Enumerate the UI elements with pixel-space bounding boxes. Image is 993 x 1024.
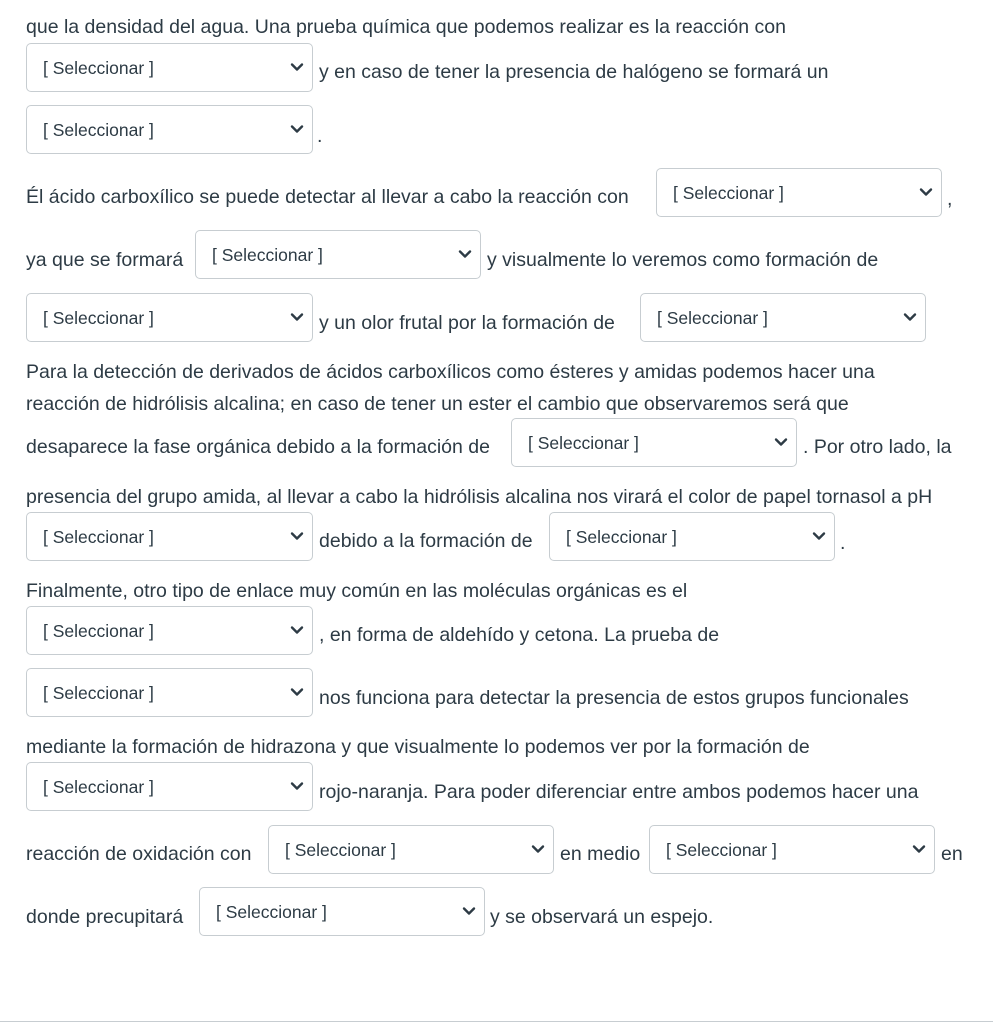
paragraph-text: mediante la formación de hidrazona y que visualmente lo podemos ver por la formación de [26,736,810,758]
answer-dropdown-11[interactable] [26,668,313,717]
dropdown-placeholder: [ Seleccionar ] [43,682,154,703]
dropdown-placeholder: [ Seleccionar ] [43,776,154,797]
paragraph-text: en [941,843,963,865]
chevron-down-icon [774,435,788,449]
paragraph-text: Él ácido carboxílico se puede detectar al llevar a cabo la reacción con [26,186,629,208]
paragraph-text: que la densidad del agua. Una prueba química que podemos realizar es la reacción con [26,16,786,38]
chevron-down-icon [812,529,826,543]
paragraph-text: , [947,188,953,210]
dropdown-placeholder: [ Seleccionar ] [43,57,154,78]
chevron-down-icon [290,623,304,637]
paragraph-text: y un olor frutal por la formación de [319,312,615,334]
dropdown-placeholder: [ Seleccionar ] [666,839,777,860]
paragraph-text: . [840,532,846,554]
chevron-down-icon [290,685,304,699]
paragraph-text: y en caso de tener la presencia de halógeno se formará un [319,61,829,83]
dropdown-placeholder: [ Seleccionar ] [285,839,396,860]
paragraph-text: en medio [560,843,641,865]
answer-dropdown-4[interactable] [195,230,481,279]
dropdown-placeholder: [ Seleccionar ] [216,901,327,922]
dropdown-placeholder: [ Seleccionar ] [673,182,784,203]
chevron-down-icon [912,842,926,856]
answer-dropdown-6[interactable] [640,293,926,342]
dropdown-placeholder: [ Seleccionar ] [528,432,639,453]
paragraph-text: ya que se formará [26,249,184,271]
paragraph-text: desaparece la fase orgánica debido a la formación de [26,436,490,458]
answer-dropdown-12[interactable] [26,762,313,811]
chevron-down-icon [290,122,304,136]
paragraph-text: , en forma de aldehído y cetona. La prueba de [319,624,720,646]
answer-dropdown-5[interactable] [26,293,313,342]
paragraph-text: presencia del grupo amida, al llevar a cabo la hidrólisis alcalina nos virará el color de papel tornasol a pH [26,486,933,508]
dropdown-placeholder: [ Seleccionar ] [43,119,154,140]
paragraph-text: . Por otro lado, la [803,436,952,458]
chevron-down-icon [462,904,476,918]
dropdown-placeholder: [ Seleccionar ] [212,244,323,265]
paragraph-text: reacción de hidrólisis alcalina; en caso de tener un ester el cambio que observaremos será que [26,393,849,415]
paragraph-text: debido a la formación de [319,530,533,552]
answer-dropdown-10[interactable] [26,606,313,655]
paragraph-text: y se observará un espejo. [490,906,714,928]
answer-dropdown-2[interactable] [26,105,313,154]
answer-dropdown-3[interactable] [656,168,942,217]
answer-dropdown-1[interactable] [26,43,313,92]
answer-dropdown-13[interactable] [268,825,554,874]
chevron-down-icon [458,247,472,261]
chevron-down-icon [290,779,304,793]
paragraph-text: y visualmente lo veremos como formación de [487,249,879,271]
chevron-down-icon [290,310,304,324]
answer-dropdown-7[interactable] [511,418,797,467]
dropdown-placeholder: [ Seleccionar ] [657,307,768,328]
paragraph-text: Para la detección de derivados de ácidos carboxílicos como ésteres y amidas podemos hacer una [26,361,875,383]
answer-dropdown-9[interactable] [549,512,835,561]
chevron-down-icon [903,310,917,324]
answer-dropdown-8[interactable] [26,512,313,561]
paragraph-text: Finalmente, otro tipo de enlace muy común en las moléculas orgánicas es el [26,580,688,602]
chevron-down-icon [919,185,933,199]
bottom-divider [0,1021,993,1022]
paragraph-text: . [317,125,323,147]
paragraph-text: rojo-naranja. Para poder diferenciar entre ambos podemos hacer una [319,781,919,803]
answer-dropdown-14[interactable] [649,825,935,874]
chevron-down-icon [531,842,545,856]
paragraph-text: reacción de oxidación con [26,843,252,865]
dropdown-placeholder: [ Seleccionar ] [43,620,154,641]
dropdown-placeholder: [ Seleccionar ] [566,526,677,547]
dropdown-placeholder: [ Seleccionar ] [43,307,154,328]
dropdown-placeholder: [ Seleccionar ] [43,526,154,547]
chevron-down-icon [290,60,304,74]
answer-dropdown-15[interactable] [199,887,485,936]
chevron-down-icon [290,529,304,543]
paragraph-text: donde precupitará [26,906,184,928]
paragraph-text: nos funciona para detectar la presencia de estos grupos funcionales [319,687,909,709]
